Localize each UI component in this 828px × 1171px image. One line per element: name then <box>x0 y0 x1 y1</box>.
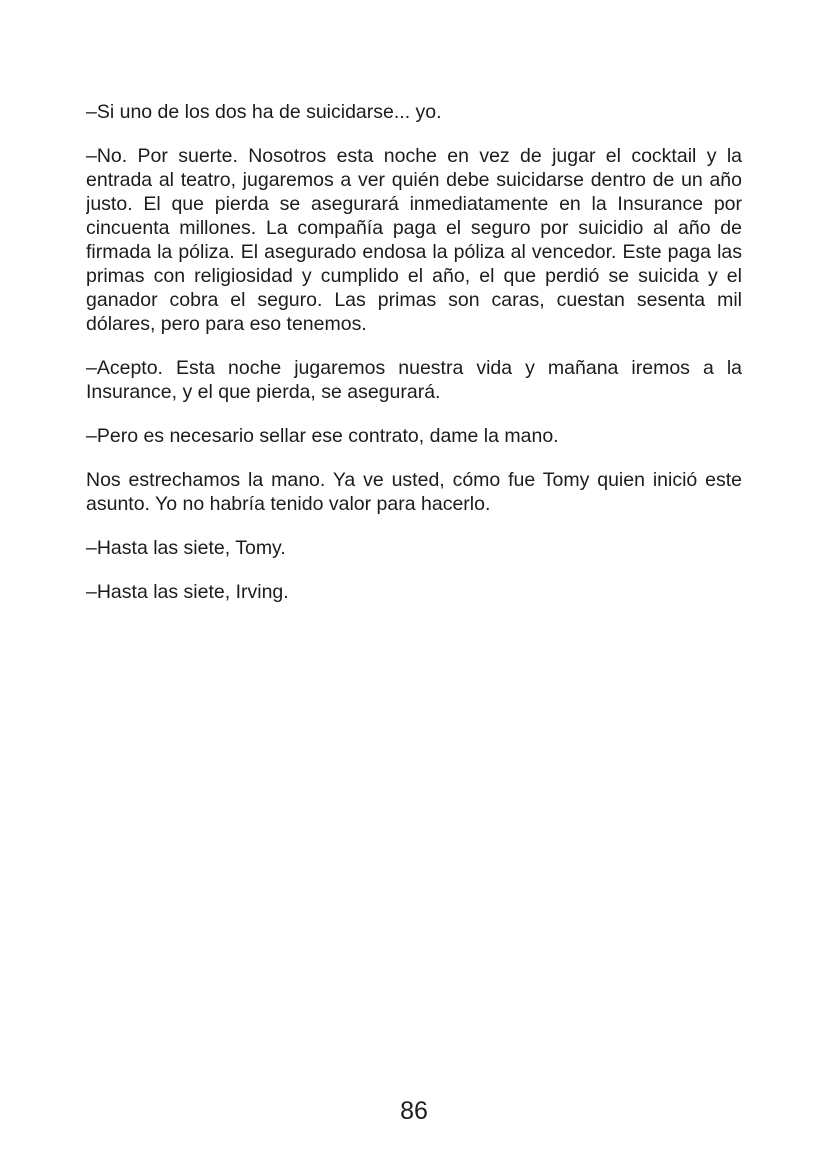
paragraph <box>86 100 742 124</box>
text-line: –Hasta las siete, Tomy. <box>86 537 286 559</box>
paragraph <box>86 144 742 336</box>
text-line: justo. El que pierda se asegurará inmediatamente en la Insurance por <box>86 193 742 215</box>
text-line: Insurance, y el que pierda, se asegurará. <box>86 381 441 403</box>
text-line: –Pero es necesario sellar ese contrato, dame la mano. <box>86 425 559 447</box>
text-line: cincuenta millones. La compañía paga el seguro por suicidio al año de <box>86 217 742 239</box>
text-line: Nos estrechamos la mano. Ya ve usted, cómo fue Tomy quien inició este <box>86 469 742 491</box>
text-line: –Acepto. Esta noche jugaremos nuestra vida y mañana iremos a la <box>86 357 742 379</box>
text-line: –No. Por suerte. Nosotros esta noche en vez de jugar el cocktail y la <box>86 145 742 167</box>
paragraph <box>86 424 742 448</box>
paragraph <box>86 468 742 516</box>
page-number: 86 <box>400 1097 428 1125</box>
text-line: primas con religiosidad y cumplido el año, el que perdió se suicida y el <box>86 265 742 287</box>
text-line: dólares, pero para eso tenemos. <box>86 313 367 335</box>
text-line: firmada la póliza. El asegurado endosa la póliza al vencedor. Este paga las <box>86 241 742 263</box>
text-line: entrada al teatro, jugaremos a ver quién debe suicidarse dentro de un año <box>86 169 742 191</box>
text-line: asunto. Yo no habría tenido valor para hacerlo. <box>86 493 491 515</box>
paragraph <box>86 536 742 560</box>
text-line: –Si uno de los dos ha de suicidarse... yo. <box>86 101 442 123</box>
text-line: –Hasta las siete, Irving. <box>86 581 289 603</box>
paragraph <box>86 356 742 404</box>
page-text-block <box>86 100 742 624</box>
text-line: ganador cobra el seguro. Las primas son caras, cuestan sesenta mil <box>86 289 742 311</box>
paragraph <box>86 580 742 604</box>
